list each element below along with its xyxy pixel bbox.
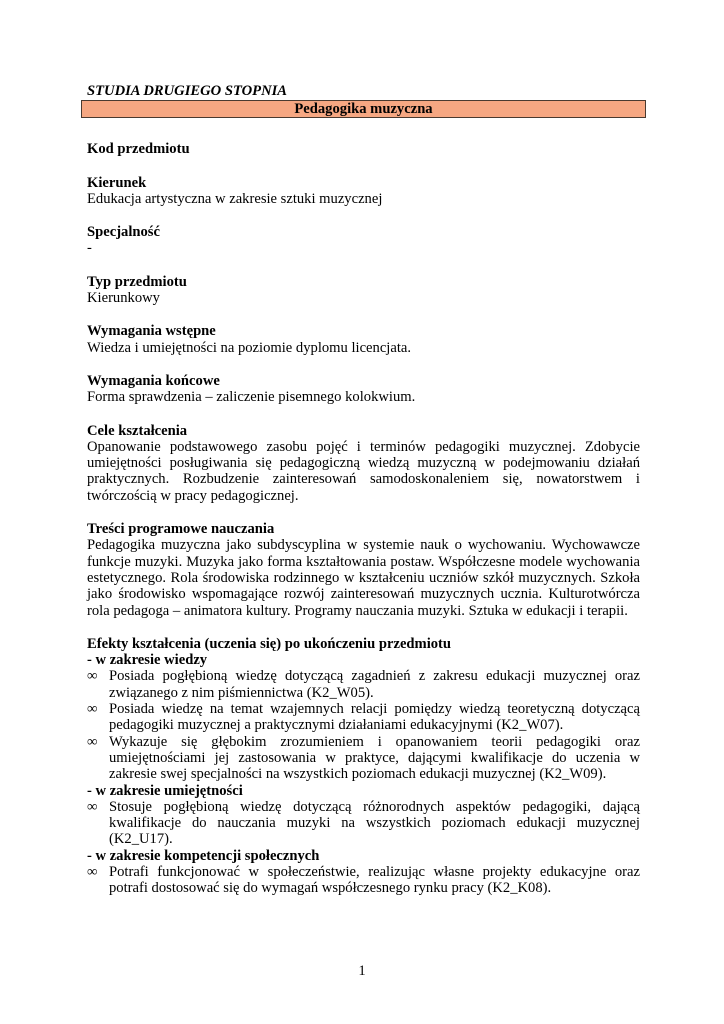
- section-kierunek: [87, 175, 640, 208]
- section-text: Forma sprawdzenia – zaliczenie pisemnego kolokwium.: [87, 389, 416, 406]
- infinity-bullet-icon: ∞: [87, 668, 98, 685]
- section-text: -: [87, 240, 92, 257]
- section-heading: Typ przedmiotu: [87, 273, 187, 290]
- degree-heading: STUDIA DRUGIEGO STOPNIA: [87, 83, 288, 99]
- list-item: [87, 799, 640, 848]
- infinity-bullet-icon: ∞: [87, 863, 98, 880]
- section-heading: Kierunek: [87, 174, 147, 191]
- list-item-text: Potrafi funkcjonować w społeczeństwie, realizując własne projekty edukacyjne oraz potrafi dostosować się do wymagań współczesnego rynku pracy (K2_K08).: [109, 863, 640, 897]
- course-title-box: Pedagogika muzyczna: [81, 100, 646, 118]
- section-wymagania-wstepne: [87, 323, 640, 356]
- section-text: Opanowanie podstawowego zasobu pojęć i terminów pedagogiki muzycznej. Zdobycie umiejętności posługiwania się pedagogiczną wiedzą muzyczną w podejmowaniu działań praktycznych. Rozbudzenie zainteresowań samodoskonaleniem się, nowatorstwem i twórczością w pracy pedagogicznej.: [87, 438, 640, 504]
- section-efekty: [87, 636, 640, 897]
- section-text: Kierunkowy: [87, 290, 160, 307]
- infinity-bullet-icon: ∞: [87, 733, 98, 750]
- group-label-umiejetnosci: - w zakresie umiejętności: [87, 782, 243, 799]
- list-item: [87, 734, 640, 783]
- section-specjalnosc: [87, 224, 640, 257]
- section-heading: Specjalność: [87, 224, 160, 241]
- section-typ: [87, 274, 640, 307]
- section-text: Pedagogika muzyczna jako subdyscyplina w systemie nauk o wychowaniu. Wychowawcze funkcje muzyki. Muzyka jako forma kształtowania postaw. Współczesne modele wychowania estetycznego. Rola środowiska rodzinnego w kształceniu uczniów szkół muzycznych. Szkoła jako środowisko wspomagające rozwój zainteresowań muzycznych ucznia. Kulturotwórcza rola pedagoga – animatora kultury. Programy nauczania muzyki. Sztuka w edukacji i terapii.: [87, 537, 640, 619]
- section-heading: Wymagania końcowe: [87, 372, 220, 389]
- section-text: Wiedza i umiejętności na poziomie dyplomu licencjata.: [87, 339, 412, 356]
- section-text: Edukacja artystyczna w zakresie sztuki muzycznej: [87, 190, 383, 207]
- group-label-kompetencje: - w zakresie kompetencji społecznych: [87, 847, 320, 864]
- section-kod: [87, 141, 640, 157]
- list-item-text: Wykazuje się głębokim zrozumieniem i opanowaniem teorii pedagogiki oraz umiejętnościami jej zastosowania w praktyce, dającymi kwalifikacje do uczenia w zakresie swej specjalności na wszystkich poziomach edukacji muzycznej (K2_W09).: [109, 733, 640, 783]
- section-heading: Kod przedmiotu: [87, 141, 190, 158]
- list-item-text: Stosuje pogłębioną wiedzę dotyczącą różnorodnych aspektów pedagogiki, dającą kwalifikacje do nauczania muzyki na wszystkich poziomach edukacji muzycznej (K2_U17).: [109, 798, 640, 848]
- list-item-text: Posiada wiedzę na temat wzajemnych relacji pomiędzy wiedzą teoretyczną dotyczącą pedagogiki muzycznej a praktycznymi działaniami edukacyjnymi (K2_W07).: [109, 701, 640, 734]
- section-cele: [87, 423, 640, 504]
- list-item-text: Posiada pogłębioną wiedzę dotyczącą zagadnień z zakresu edukacji muzycznej oraz związanego z nim piśmiennictwa (K2_W05).: [109, 668, 640, 701]
- page-number: 1: [358, 963, 366, 979]
- list-item: [87, 701, 640, 734]
- list-item: [87, 864, 640, 897]
- section-heading: Treści programowe nauczania: [87, 521, 275, 538]
- group-label-wiedza: - w zakresie wiedzy: [87, 652, 208, 669]
- list-item: [87, 668, 640, 701]
- infinity-bullet-icon: ∞: [87, 798, 98, 815]
- section-tresci: [87, 521, 640, 619]
- section-wymagania-koncowe: [87, 373, 640, 406]
- section-heading: Cele kształcenia: [87, 422, 188, 439]
- infinity-bullet-icon: ∞: [87, 701, 98, 718]
- section-heading: Efekty kształcenia (uczenia się) po ukończeniu przedmiotu: [87, 635, 452, 652]
- section-heading: Wymagania wstępne: [87, 323, 216, 340]
- document-content: [87, 83, 640, 897]
